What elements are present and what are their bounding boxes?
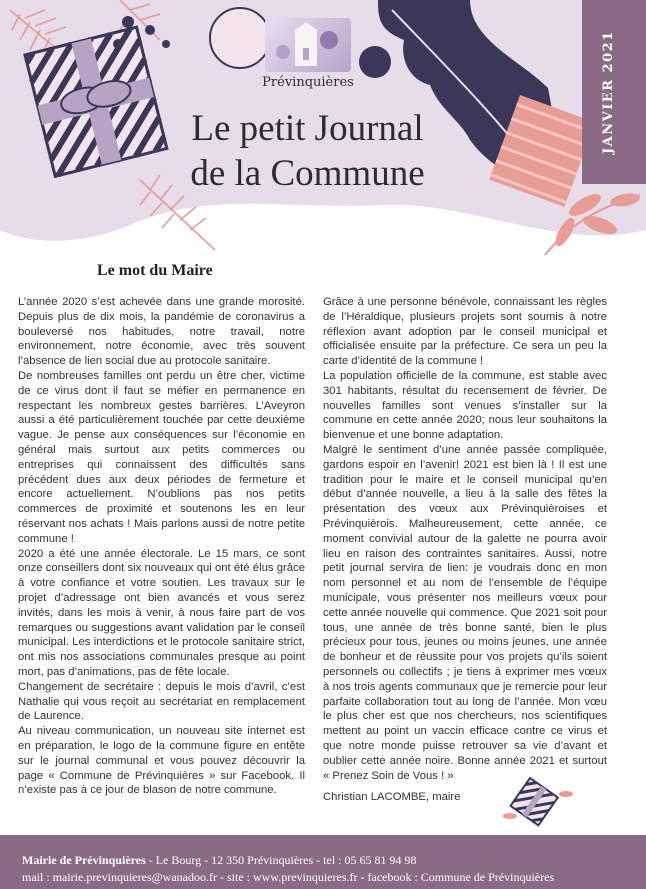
paragraph: Changement de secrétaire : depuis le mois d’avril, c’est Nathalie qui vous reçoit au secrétariat en remplacement de Laurence. (18, 680, 305, 723)
footer-line-1 (22, 853, 417, 868)
paragraph: Grâce à une personne bénévole, connaissant les règles de l’Héraldique, plusieurs projets sont soumis à notre réflexion avant adoption par le conseil municipal et officialisée ensuite par la préfecture. Ce sera un peu la carte d’identité de la commune ! (323, 296, 607, 368)
church-icon (265, 18, 351, 72)
paragraph: 2020 a été une année électorale. Le 15 mars, ce sont onze conseillers dont six nouveaux qui ont été élus grâce à votre confiance et votre soutien. Les travaux sur le projet d’adressage ont bien avancés et vous serez invités, dans les mois à venir, à nous faire part de vos remarques ou suggestions avant validation par le conseil municipal. Les interdictions et le protocole sanitaire strict, ont mis nos associations communales presque au point mort, pas d’animations, pas de fête locale. (18, 547, 305, 678)
gift-icon (500, 770, 580, 836)
paragraph: Au niveau communication, un nouveau site internet est en préparation, le logo de la commune figure en entête sur le journal communal et vous pouvez découvrir la page « Commune de Prévinquières » sur Facebook. Il n’existe pas à ce jour de blason de notre commune. (18, 725, 305, 797)
title-line-2: de la Commune (190, 153, 425, 194)
title-line-1: Le petit Journal (191, 108, 424, 149)
paragraph: La population officielle de la commune, est stable avec 301 habitants, résultat du recensement de février. De nouvelles familles sont venues s’installer sur la commune en cette année 2020; nous leur souhaitons la bienvenue et une bonne adaptation. (323, 369, 607, 442)
signature: Christian LACOMBE, maire (323, 791, 461, 804)
paragraph: De nombreuses familles ont perdu un être cher, victime de ce virus dont il faut se méfier en permanence en respectant les nombreux gestes barrières. L’Aveyron aussi a été particulièrement touchée par cette deuxième vague. Je pense aux conséquences sur l’économie en général mais surtout aux petits commerces ou entreprises qui connaissent des difficultés sans précédent dues aux deux périodes de fermeture et encore actuellement. N’oublions pas nos petits commerces de proximité et soutenons les en leur réservant nos achats ! Mais parlons aussi de notre petite commune ! (18, 369, 305, 545)
paragraph: Malgré le sentiment d’une année passée compliquée, gardons espoir en l’avenir! 2021 est bien là ! Il est une tradition pour le maire et le conseil municipal qu’en début d’année nouvelle, a lieu à la salle des fêtes la présentation des vœux aux Prévinquièroises et Prévinquièrois. Malheureusement, cette année, ce moment convivial autour de la galette ne pourra avoir lieu en raison des contraintes sanitaires. Aussi, notre petit journal servira de lien: je voudrais donc en mon nom personnel et au nom de l’ensemble de l’équipe municipale, vous présenter nos meilleurs vœux pour cette année nouvelle qui commence. Que 2021 soit pour tous, une année de très bonne santé, bien le plus précieux pour tous, jeunes ou moins jeunes, une année de bonheur et de réussite pour vos projets qu’ils soient personnels ou collectifs ; je tiens à exprimer mes vœux à nos trois agents communaux que je remercie pour leur parfaite collaboration tout au long de l’année. Mon vœu le plus cher est que nos chercheurs, nos scientifiques mettent au point un vaccin efficace contre ce virus et que notre monde puisse retrouver sa vie d’avant et oublier cette année noire. Bonne année 2021 et surtout « Prenez Soin de Vous ! » (323, 443, 607, 782)
commune-logo (262, 18, 354, 96)
date-tab (582, 0, 646, 184)
page-title (150, 106, 465, 196)
section-title: Le mot du Maire (97, 262, 213, 279)
header-illustration (0, 0, 646, 262)
right-column (323, 295, 607, 805)
left-column (18, 295, 305, 798)
commune-name: Prévinquières (262, 75, 354, 90)
footer-line-2: mail : mairie.previnquieres@wanadoo.fr - site : www.previnquieres.fr - facebook : Commune de Prévinquières (22, 870, 555, 884)
footer-address: - Le Bourg - 12 350 Prévinquières - tel : 05 65 81 94 98 (145, 853, 417, 867)
footer-org: Mairie de Prévinquières (22, 853, 146, 867)
footer (0, 835, 646, 889)
paragraph: L’année 2020 s’est achevée dans une grande morosité. Depuis plus de dix mois, la pandémie de coronavirus a bouleversé nos habitudes, notre travail, notre environnement, notre économie, avec très souvent l’absence de lien social due au protocole sanitaire. (18, 296, 305, 368)
date-label: JANVIER 2021 (601, 30, 616, 154)
